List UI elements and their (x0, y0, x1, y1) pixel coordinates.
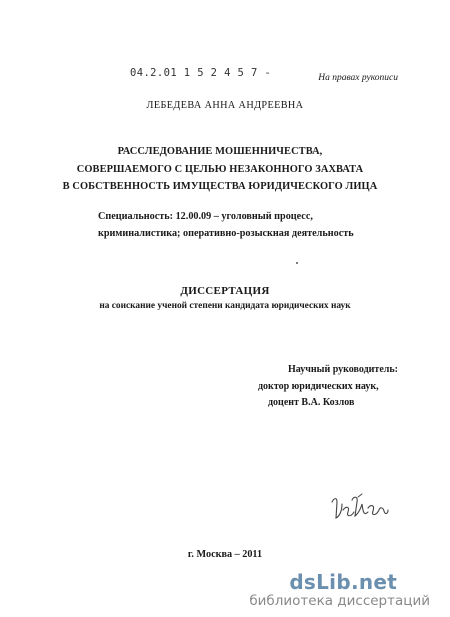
thesis-title-line: РАССЛЕДОВАНИЕ МОШЕННИЧЕСТВА, (117, 146, 323, 157)
author-name: ЛЕБЕДЕВА АННА АНДРЕЕВНА (146, 100, 304, 111)
dslib-tagline: библиотека диссертаций (249, 593, 430, 609)
thesis-title (0, 143, 440, 196)
advisor-name: доцент В.А. Козлов (268, 397, 355, 408)
city-year: г. Москва – 2011 (187, 549, 263, 560)
dslib-logo: dsLib.net (289, 570, 398, 594)
advisor-degree: доктор юридических наук, (258, 380, 379, 392)
author-signature (328, 488, 390, 533)
scan-speck (296, 262, 298, 264)
thesis-title-line: В СОБСТВЕННОСТЬ ИМУЩЕСТВА ЮРИДИЧЕСКОГО ЛИЦА (62, 181, 378, 192)
archive-stamp: 04.2.01 1 5 2 4 5 7 - (130, 67, 272, 79)
thesis-title-line: СОВЕРШАЕМОГО С ЦЕЛЬЮ НЕЗАКОННОГО ЗАХВАТА (76, 163, 364, 175)
advisor-label: Научный руководитель: (288, 364, 398, 375)
signature-image (328, 488, 390, 528)
dissertation-heading: ДИССЕРТАЦИЯ (180, 285, 270, 297)
rights-note: На правах рукописи (318, 73, 398, 83)
dissertation-subtitle: на соискание ученой степени кандидата юридических наук (99, 301, 351, 311)
specialty-line: криминалистика; оперативно-розыскная деятельность (98, 228, 354, 239)
scientific-advisor (258, 362, 398, 412)
dslib-watermark (249, 570, 430, 609)
specialty (98, 208, 354, 242)
specialty-line: Специальность: 12.00.09 – уголовный процесс, (98, 211, 313, 222)
